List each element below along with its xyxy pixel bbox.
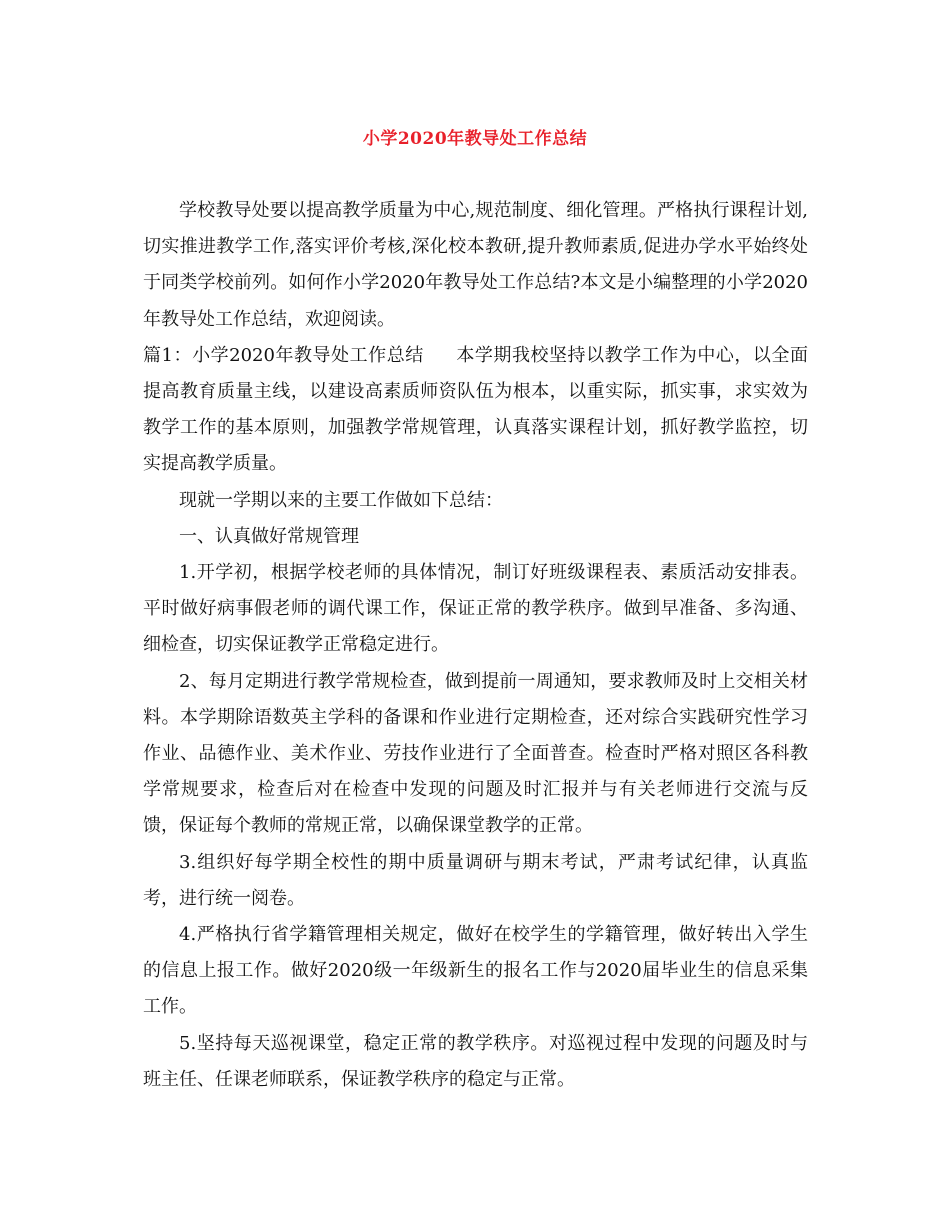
chapter-label: 篇1：小学2020年教导处工作总结: [143, 344, 424, 366]
document-body: [143, 193, 808, 1098]
list-item: 3.组织好每学期全校性的期中质量调研与期末考试，严肃考试纪律，认真监考，进行统一阅卷。: [143, 851, 808, 909]
list-item: 1.开学初，根据学校老师的具体情况，制订好班级课程表、素质活动安排表。平时做好病事假老师的调代课工作，保证正常的教学秩序。做到早准备、多沟通、细检查，切实保证教学正常稳定进行。: [143, 562, 808, 656]
list-item: 2、每月定期进行教学常规检查，做到提前一周通知，要求教师及时上交相关材料。本学期除语数英主学科的备课和作业进行定期检查，还对综合实践研究性学习作业、品德作业、美术作业、劳技作业进行了全面普查。检查时严格对照区各科教学常规要求，检查后对在检查中发现的问题及时汇报并与有关老师进行交流与反馈，保证每个教师的常规正常，以确保课堂教学的正常。: [143, 670, 808, 837]
list-item: 5.坚持每天巡视课堂，稳定正常的教学秩序。对巡视过程中发现的问题及时与班主任、任课老师联系，保证教学秩序的稳定与正常。: [143, 1032, 808, 1090]
intro-paragraph: 学校教导处要以提高教学质量为中心,规范制度、细化管理。严格执行课程计划,切实推进教学工作,落实评价考核,深化校本教研,提升教师素质,促进办学水平始终处于同类学校前列。如何作小学2020年教导处工作总结?本文是小编整理的小学2020年教导处工作总结，欢迎阅读。: [143, 200, 808, 330]
document-title: 小学2020年教导处工作总结: [362, 129, 588, 149]
list-item: 4.严格执行省学籍管理相关规定，做好在校学生的学籍管理，做好转出入学生的信息上报工作。做好2020级一年级新生的报名工作与2020届毕业生的信息采集工作。: [143, 924, 808, 1018]
chapter-text: 本学期我校坚持以教学工作为中心，以全面提高教育质量主线，以建设高素质师资队伍为根本，以重实际，抓实事，求实效为教学工作的基本原则，加强教学常规管理，认真落实课程计划，抓好教学监控，切实提高教学质量。: [143, 344, 809, 475]
section-heading: 一、认真做好常规管理: [179, 525, 359, 547]
chapter-paragraph: [143, 338, 808, 483]
summary-intro: 现就一学期以来的主要工作做如下总结：: [179, 489, 503, 511]
